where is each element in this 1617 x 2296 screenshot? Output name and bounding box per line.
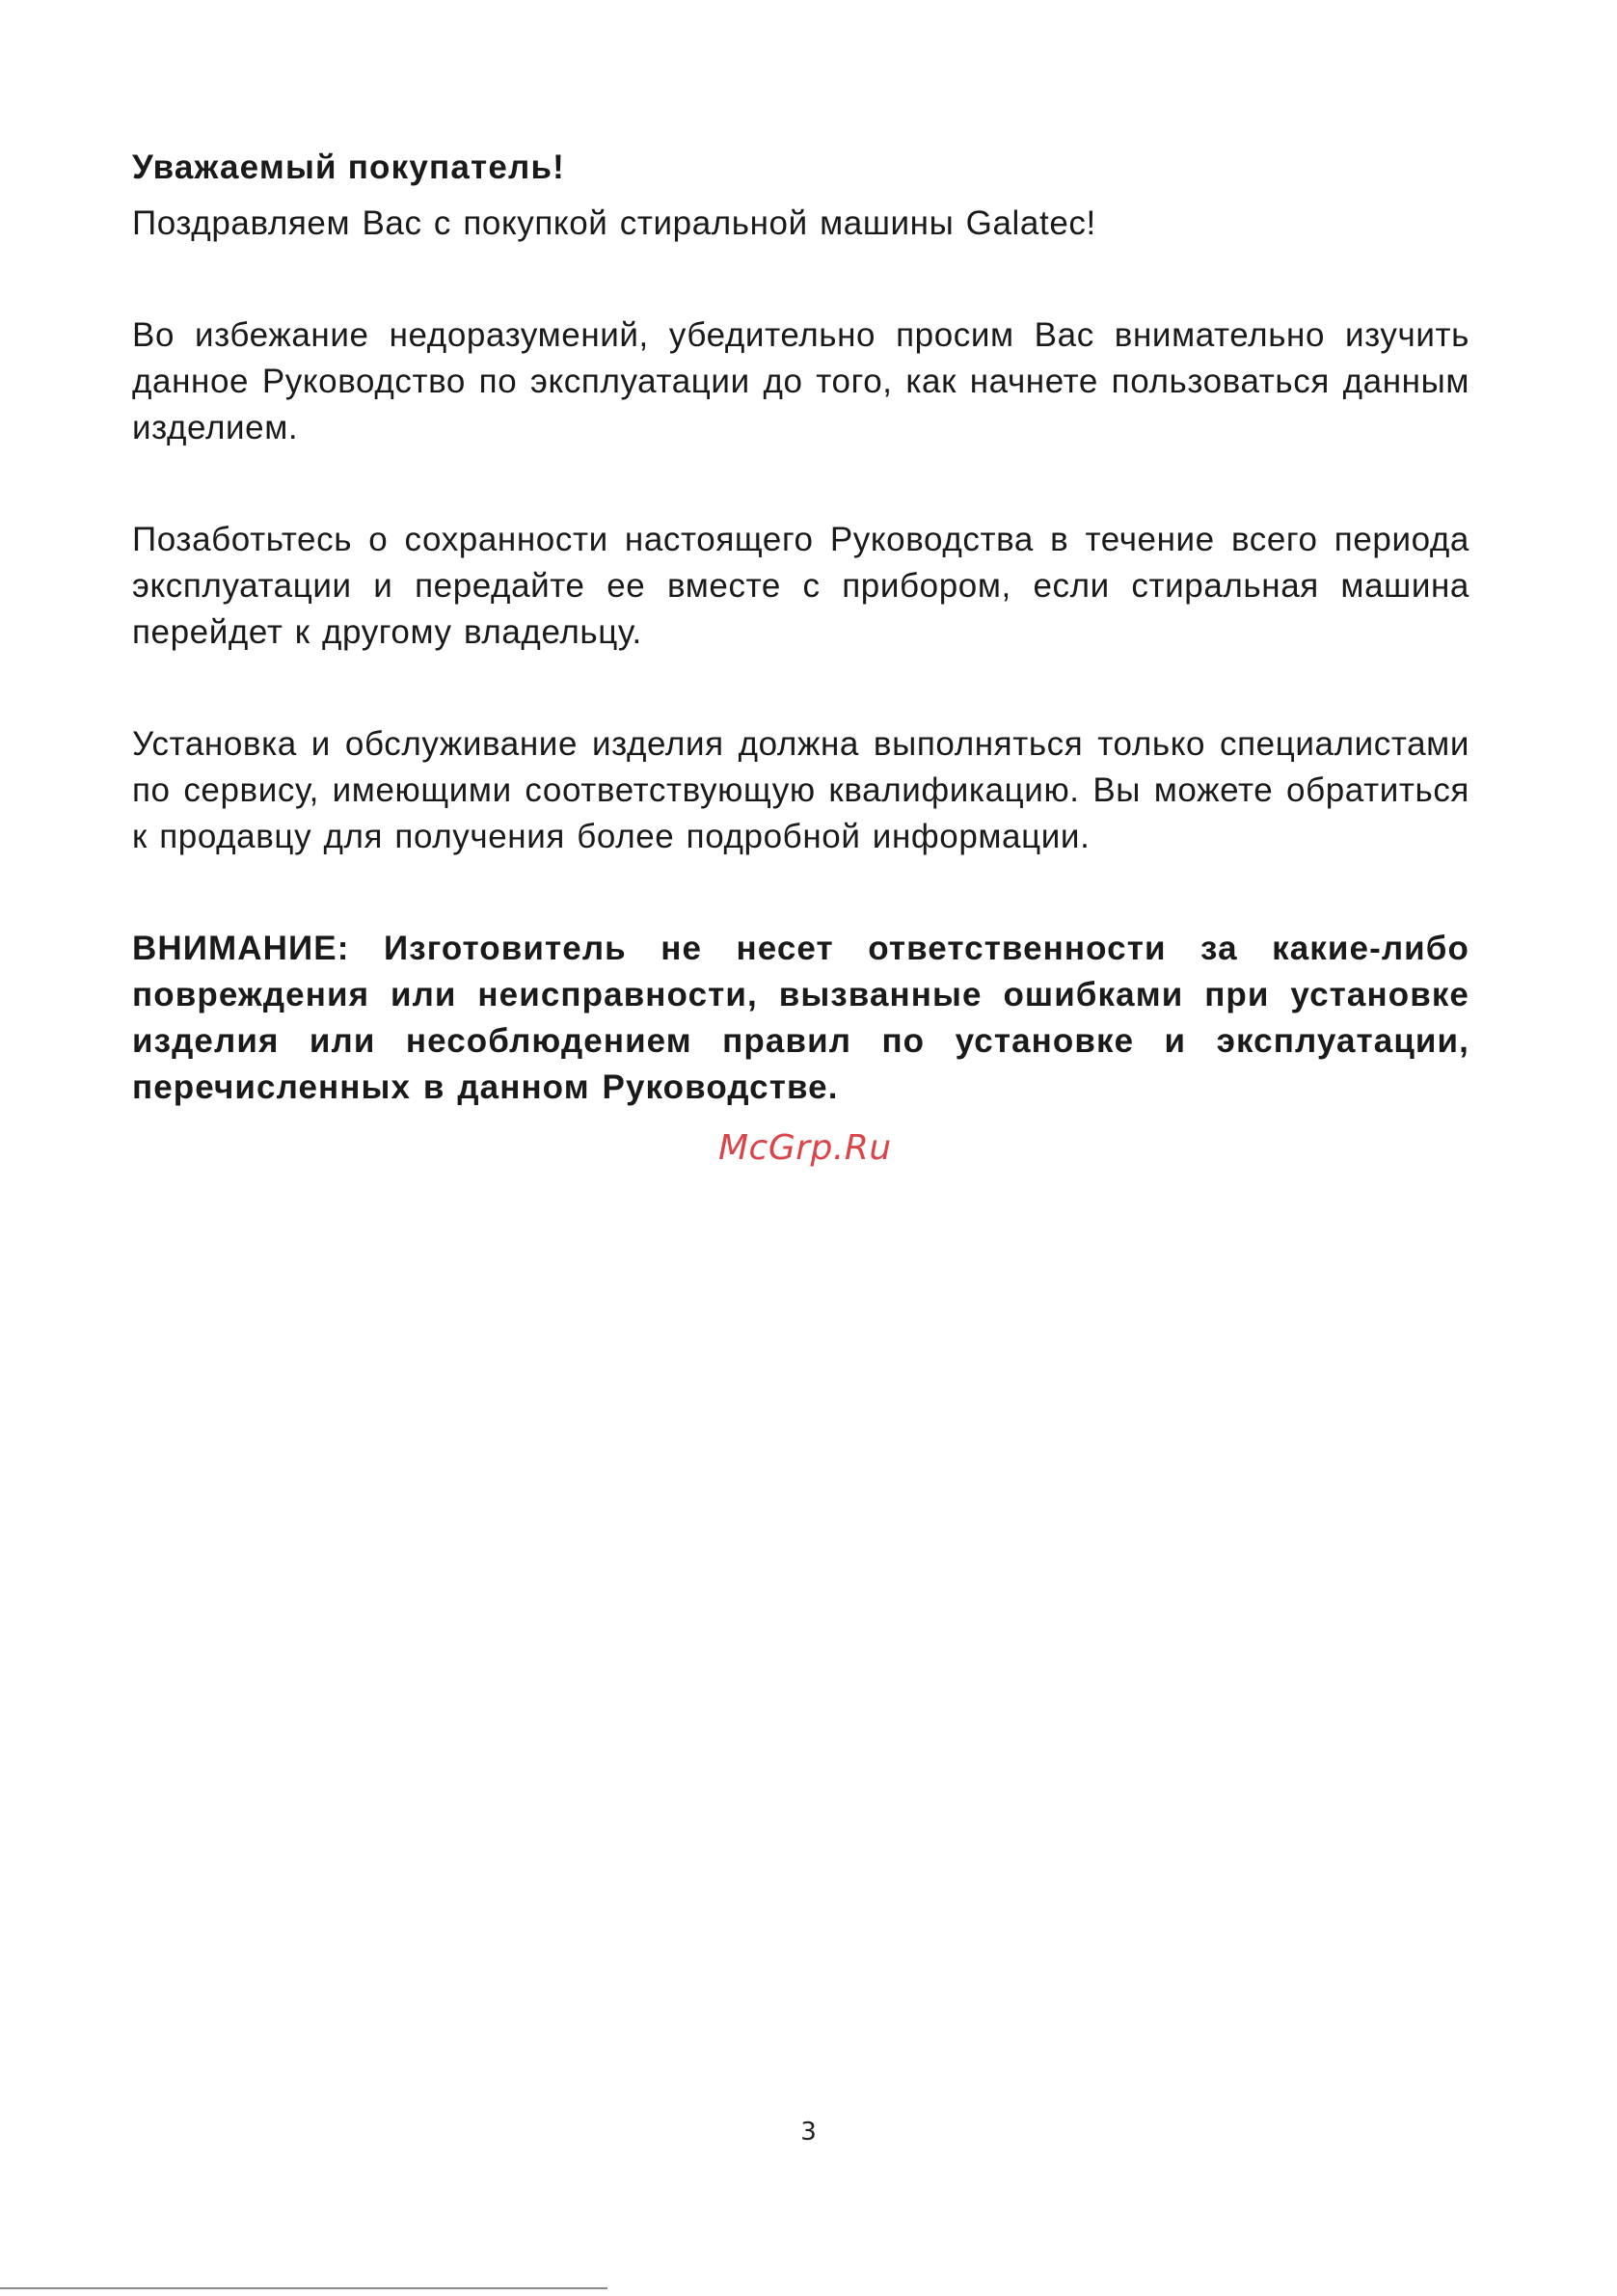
paragraph-keep-manual: Позаботьтесь о сохранности настоящего Руководства в течение всего периода эксплуатации и передайте ее вместе с прибором, если стиральная машина перейдет к другому владельцу. (132, 521, 1469, 651)
watermark-logo: McGrp.Ru (718, 1128, 892, 1168)
bottom-divider (0, 2287, 607, 2289)
paragraph-manual: Во избежание недоразумений, убедительно просим Вас внимательно изучить данное Руководство по эксплуатации до того, как начнете пользоваться данным изделием. (132, 316, 1469, 446)
page-content (132, 145, 1469, 1111)
page-number: 3 (800, 2118, 817, 2147)
greeting-heading: Уважаемый покупатель! (132, 149, 566, 186)
warning-paragraph: ВНИМАНИЕ: Изготовитель не несет ответственности за какие-либо повреждения или неисправности, вызванные ошибками при установке изделия или несоблюдением правил по установке и эксплуатации, перечисленных в данном Руководстве. (132, 930, 1469, 1106)
paragraph-installation: Установка и обслуживание изделия должна выполняться только специалистами по сервису, имеющими соответствующую квалификацию. Вы можете обратиться к продавцу для получения более подробной информации. (132, 725, 1469, 855)
congratulations-text: Поздравляем Вас с покупкой стиральной машины Galatec! (132, 204, 1096, 242)
